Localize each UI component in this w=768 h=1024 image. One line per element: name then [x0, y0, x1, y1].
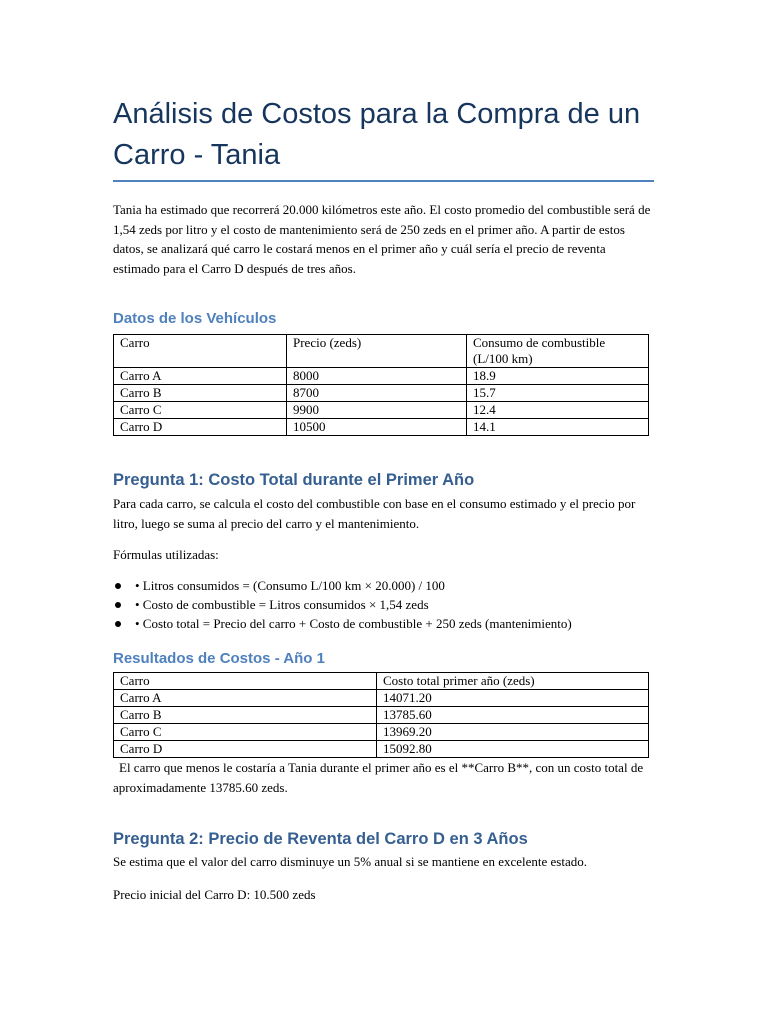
table-cell: Carro A — [114, 368, 287, 385]
header-cell: Costo total primer año (zeds) — [377, 673, 649, 690]
results-conclusion: El carro que menos le costaría a Tania durante el primer año es el **Carro B**, con un costo total de aproximadamente 13785.60 zeds. — [113, 760, 644, 795]
table-row — [114, 385, 649, 402]
question-1-heading: Pregunta 1: Costo Total durante el Primer Año — [113, 471, 475, 489]
formulas-list — [113, 576, 572, 633]
table-header-row — [114, 335, 649, 368]
table-header-row — [114, 673, 649, 690]
list-item — [113, 614, 572, 633]
header-cell: Consumo de combustible (L/100 km) — [467, 335, 649, 368]
list-item — [113, 576, 572, 595]
bullet-icon — [115, 602, 121, 608]
header-cell: Precio (zeds) — [287, 335, 467, 368]
results-table — [113, 672, 649, 758]
list-item-text: • Costo de combustible = Litros consumidos × 1,54 zeds — [135, 597, 429, 612]
table-cell: 18.9 — [467, 368, 649, 385]
table-cell: Carro A — [114, 690, 377, 707]
table-cell: 14.1 — [467, 419, 649, 436]
table-cell: 13969.20 — [377, 724, 649, 741]
question-2-heading: Pregunta 2: Precio de Reventa del Carro D en 3 Años — [113, 830, 528, 848]
list-item-text: • Costo total = Precio del carro + Costo de combustible + 250 zeds (mantenimiento) — [135, 616, 572, 631]
vehicles-heading: Datos de los Vehículos — [113, 310, 277, 327]
document-title: Análisis de Costos para la Compra de un Carro - Tania — [113, 98, 641, 171]
table-cell: 15092.80 — [377, 741, 649, 758]
bullet-icon — [115, 621, 121, 627]
table-row — [114, 690, 649, 707]
intro-paragraph: Tania ha estimado que recorrerá 20.000 kilómetros este año. El costo promedio del combustible será de 1,54 zeds por litro y el costo de mantenimiento será de 250 zeds en el primer año. A partir de estos datos, se analizará qué carro le costará menos en el primer año y cuál sería el precio de reventa estimado para el Carro D después de tres años. — [113, 202, 651, 276]
header-cell: Carro — [114, 673, 377, 690]
title-underline — [113, 180, 654, 182]
vehicles-table — [113, 334, 649, 436]
table-row — [114, 707, 649, 724]
table-cell: Carro D — [114, 741, 377, 758]
bullet-icon — [115, 583, 121, 589]
table-row — [114, 402, 649, 419]
table-row — [114, 368, 649, 385]
table-cell: 13785.60 — [377, 707, 649, 724]
list-item — [113, 595, 572, 614]
table-cell: 12.4 — [467, 402, 649, 419]
table-cell: Carro B — [114, 385, 287, 402]
question-1-paragraph: Para cada carro, se calcula el costo del combustible con base en el consumo estimado y el precio por litro, luego se suma al precio del carro y el mantenimiento. — [113, 496, 636, 531]
table-row — [114, 419, 649, 436]
formulas-label: Fórmulas utilizadas: — [113, 547, 219, 562]
table-cell: Carro C — [114, 402, 287, 419]
question-2-paragraph: Se estima que el valor del carro disminuye un 5% anual si se mantiene en excelente estado. — [113, 854, 587, 869]
table-cell: 10500 — [287, 419, 467, 436]
header-cell: Carro — [114, 335, 287, 368]
results-heading: Resultados de Costos - Año 1 — [113, 650, 325, 667]
table-cell: Carro C — [114, 724, 377, 741]
table-cell: 8000 — [287, 368, 467, 385]
table-cell: 15.7 — [467, 385, 649, 402]
list-item-text: • Litros consumidos = (Consumo L/100 km × 20.000) / 100 — [135, 578, 445, 593]
table-cell: Carro D — [114, 419, 287, 436]
table-row — [114, 724, 649, 741]
table-cell: 14071.20 — [377, 690, 649, 707]
initial-price-line: Precio inicial del Carro D: 10.500 zeds — [113, 887, 316, 902]
table-cell: 9900 — [287, 402, 467, 419]
table-cell: 8700 — [287, 385, 467, 402]
table-row — [114, 741, 649, 758]
table-cell: Carro B — [114, 707, 377, 724]
